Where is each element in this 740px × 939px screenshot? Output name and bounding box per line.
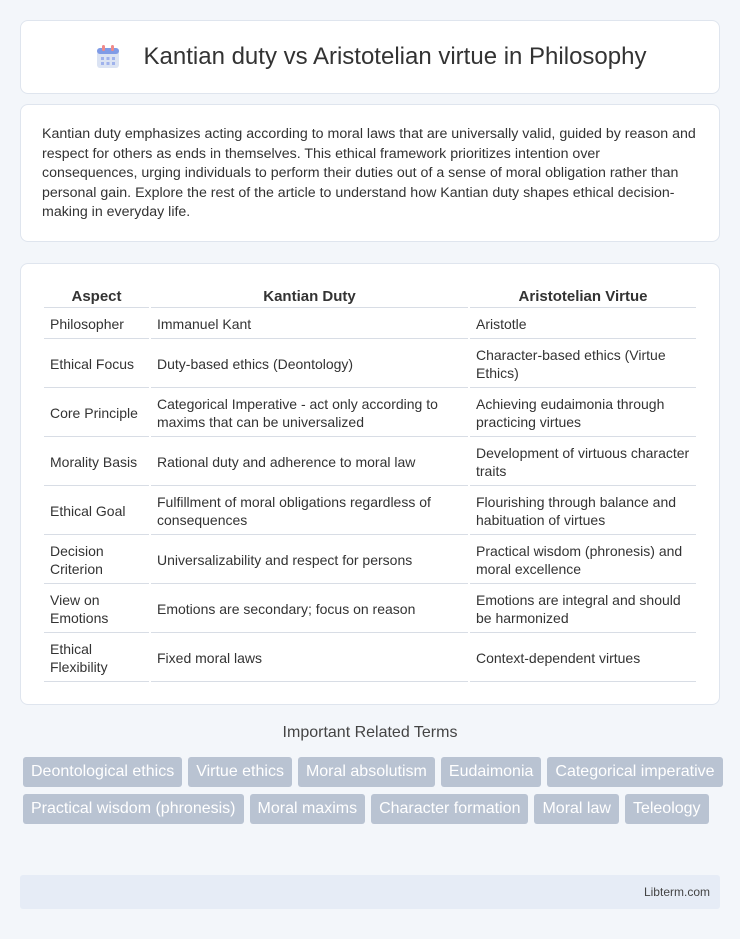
tag-link[interactable]: Moral maxims bbox=[250, 794, 366, 824]
table-cell: Emotions are secondary; focus on reason bbox=[151, 586, 468, 633]
table-row bbox=[44, 537, 696, 584]
table-cell: View on Emotions bbox=[44, 586, 149, 633]
tag-link[interactable]: Deontological ethics bbox=[23, 757, 182, 787]
table-cell: Development of virtuous character traits bbox=[470, 439, 696, 486]
table-cell: Achieving eudaimonia through practicing virtues bbox=[470, 390, 696, 437]
comparison-table bbox=[42, 282, 698, 684]
table-cell: Ethical Flexibility bbox=[44, 635, 149, 682]
intro-text: Kantian duty emphasizes acting according to moral laws that are universally valid, guided by reason and respect for others as ends in themselves. This ethical framework prioritizes intention over consequences, urging individuals to perform their duties out of a sense of moral obligation rather than personal gain. Explore the rest of the article to understand how Kantian duty shapes ethical decision-making in everyday life. bbox=[42, 126, 696, 221]
tag-link[interactable]: Virtue ethics bbox=[188, 757, 292, 787]
table-cell: Fixed moral laws bbox=[151, 635, 468, 682]
table-row bbox=[44, 439, 696, 486]
table-cell: Duty-based ethics (Deontology) bbox=[151, 341, 468, 388]
column-header: Aristotelian Virtue bbox=[470, 284, 696, 308]
tag-link[interactable]: Practical wisdom (phronesis) bbox=[23, 794, 244, 824]
table-cell: Immanuel Kant bbox=[151, 310, 468, 339]
table-row bbox=[44, 586, 696, 633]
table-row bbox=[44, 310, 696, 339]
related-terms-tags bbox=[23, 757, 723, 824]
tag-link[interactable]: Teleology bbox=[625, 794, 709, 824]
table-row bbox=[44, 341, 696, 388]
table-cell: Universalizability and respect for persons bbox=[151, 537, 468, 584]
column-header: Aspect bbox=[44, 284, 149, 308]
table-cell: Character-based ethics (Virtue Ethics) bbox=[470, 341, 696, 388]
calendar-icon bbox=[94, 43, 122, 71]
table-cell: Practical wisdom (phronesis) and moral excellence bbox=[470, 537, 696, 584]
tag-link[interactable]: Moral absolutism bbox=[298, 757, 435, 787]
table-cell: Ethical Focus bbox=[44, 341, 149, 388]
table-cell: Rational duty and adherence to moral law bbox=[151, 439, 468, 486]
related-terms-section bbox=[0, 724, 740, 742]
table-row bbox=[44, 488, 696, 535]
table-cell: Flourishing through balance and habituation of virtues bbox=[470, 488, 696, 535]
table-cell: Categorical Imperative - act only according to maxims that can be universalized bbox=[151, 390, 468, 437]
table-cell: Morality Basis bbox=[44, 439, 149, 486]
table-row bbox=[44, 635, 696, 682]
table-cell: Fulfillment of moral obligations regardless of consequences bbox=[151, 488, 468, 535]
table-cell: Decision Criterion bbox=[44, 537, 149, 584]
comparison-card bbox=[20, 263, 720, 705]
table-cell: Ethical Goal bbox=[44, 488, 149, 535]
header-card bbox=[20, 20, 720, 94]
table-cell: Philosopher bbox=[44, 310, 149, 339]
column-header: Kantian Duty bbox=[151, 284, 468, 308]
footer bbox=[20, 875, 720, 909]
table-cell: Context-dependent virtues bbox=[470, 635, 696, 682]
footer-site-link[interactable]: Libterm.com bbox=[643, 885, 710, 899]
tag-link[interactable]: Moral law bbox=[534, 794, 618, 824]
table-row bbox=[44, 390, 696, 437]
tag-link[interactable]: Character formation bbox=[371, 794, 528, 824]
tag-link[interactable]: Eudaimonia bbox=[441, 757, 542, 787]
table-cell: Emotions are integral and should be harmonized bbox=[470, 586, 696, 633]
table-cell: Aristotle bbox=[470, 310, 696, 339]
intro-card bbox=[20, 104, 720, 242]
tag-link[interactable]: Categorical imperative bbox=[547, 757, 722, 787]
related-terms-title: Important Related Terms bbox=[282, 724, 458, 741]
page-title: Kantian duty vs Aristotelian virtue in Philosophy bbox=[143, 43, 647, 70]
table-cell: Core Principle bbox=[44, 390, 149, 437]
